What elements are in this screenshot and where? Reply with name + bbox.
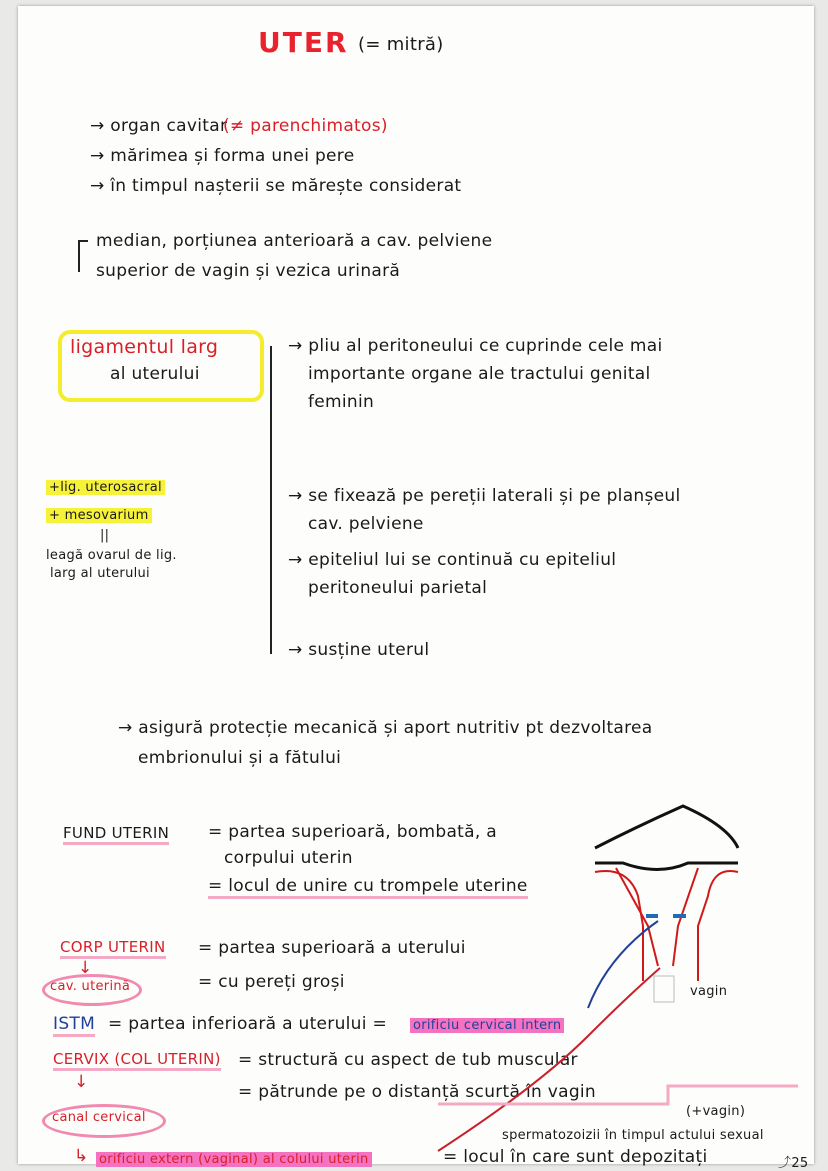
corp-sub: cav. uterină (50, 979, 131, 994)
intro-line: → organ cavitar (90, 116, 228, 136)
diagram-label: vagin (690, 984, 728, 999)
orificiu-note: (+vagin) (686, 1104, 746, 1119)
notebook-page (18, 6, 814, 1171)
position-line: superior de vagin și vezica urinară (96, 261, 401, 281)
cervix-sub: canal cervical (52, 1110, 146, 1125)
corp-line: = cu pereți groși (198, 972, 345, 992)
position-line: median, porțiunea anterioară a cav. pelviene (96, 231, 493, 251)
ligament-label: ligamentul larg (70, 336, 219, 358)
arrow: ↓ (74, 1072, 89, 1092)
side-note: larg al uterului (50, 566, 150, 581)
text: epiteliul lui se continuă cu epiteliul (308, 550, 617, 570)
arrow: ↓ (78, 958, 93, 978)
cervix-line: = structură cu aspect de tub muscular (238, 1050, 578, 1070)
fund-line: = partea superioară, bombată, a (208, 822, 497, 842)
istm-highlight: orificiu cervical intern (410, 1018, 564, 1033)
page-title: UTER (258, 26, 349, 59)
text: pliu al peritoneului ce cuprinde cele mai (308, 336, 663, 356)
side-note: + mesovarium (46, 508, 152, 523)
cervix-label: CERVIX (COL UTERIN) (53, 1050, 221, 1071)
ligament-item: → epiteliul lui se continuă cu epiteliul (288, 550, 617, 570)
orificiu-highlight: orificiu extern (vaginal) al colului uterin (96, 1152, 372, 1167)
text: se fixează pe pereții laterali și pe planșeul (308, 486, 681, 506)
side-note: leagă ovarul de lig. (46, 548, 177, 563)
function-line: → asigură protecție mecanică și aport nutritiv pt dezvoltarea (118, 718, 653, 738)
ligament-item: cav. pelviene (308, 514, 424, 534)
page-ref-number: 25 (791, 1156, 809, 1171)
title-subtitle: (= mitră) (358, 34, 444, 55)
fund-label: FUND UTERIN (63, 824, 169, 845)
intro-line: → în timpul nașterii se mărește considerat (90, 176, 462, 196)
side-note: +lig. uterosacral (46, 480, 165, 495)
function-line: embrionului și a fătului (138, 748, 342, 768)
corp-label: CORP UTERIN (60, 938, 166, 959)
arrow: ↳ (74, 1146, 89, 1166)
cervix-line: = pătrunde pe o distanță scurtă în vagin (238, 1082, 597, 1102)
ligament-item: feminin (308, 392, 375, 412)
ligament-item: → susține uterul (288, 640, 430, 660)
orificiu-line: = locul în care sunt depozitați (443, 1147, 708, 1167)
text: susține uterul (308, 640, 430, 660)
ligament-item: peritoneului parietal (308, 578, 488, 598)
page-ref: ⤴25 (778, 1156, 809, 1171)
ligament-label: al uterului (110, 364, 200, 384)
ligament-item: importante organe ale tractului genital (308, 364, 651, 384)
intro-line: → mărimea și forma unei pere (90, 146, 355, 166)
ligament-item: → se fixează pe pereții laterali și pe planșeul (288, 486, 681, 506)
corp-line: = partea superioară a uterului (198, 938, 466, 958)
orificiu-note: spermatozoizii în timpul actului sexual (502, 1128, 764, 1143)
side-note: || (100, 528, 110, 543)
istm-label: ISTM (53, 1014, 95, 1037)
ligament-item: → pliu al peritoneului ce cuprinde cele mai (288, 336, 663, 356)
fund-line: = locul de unire cu trompele uterine (208, 876, 528, 899)
fund-line: corpului uterin (224, 848, 353, 868)
istm-line: = partea inferioară a uterului = (108, 1014, 388, 1034)
intro-note: (≠ parenchimatos) (223, 116, 388, 136)
